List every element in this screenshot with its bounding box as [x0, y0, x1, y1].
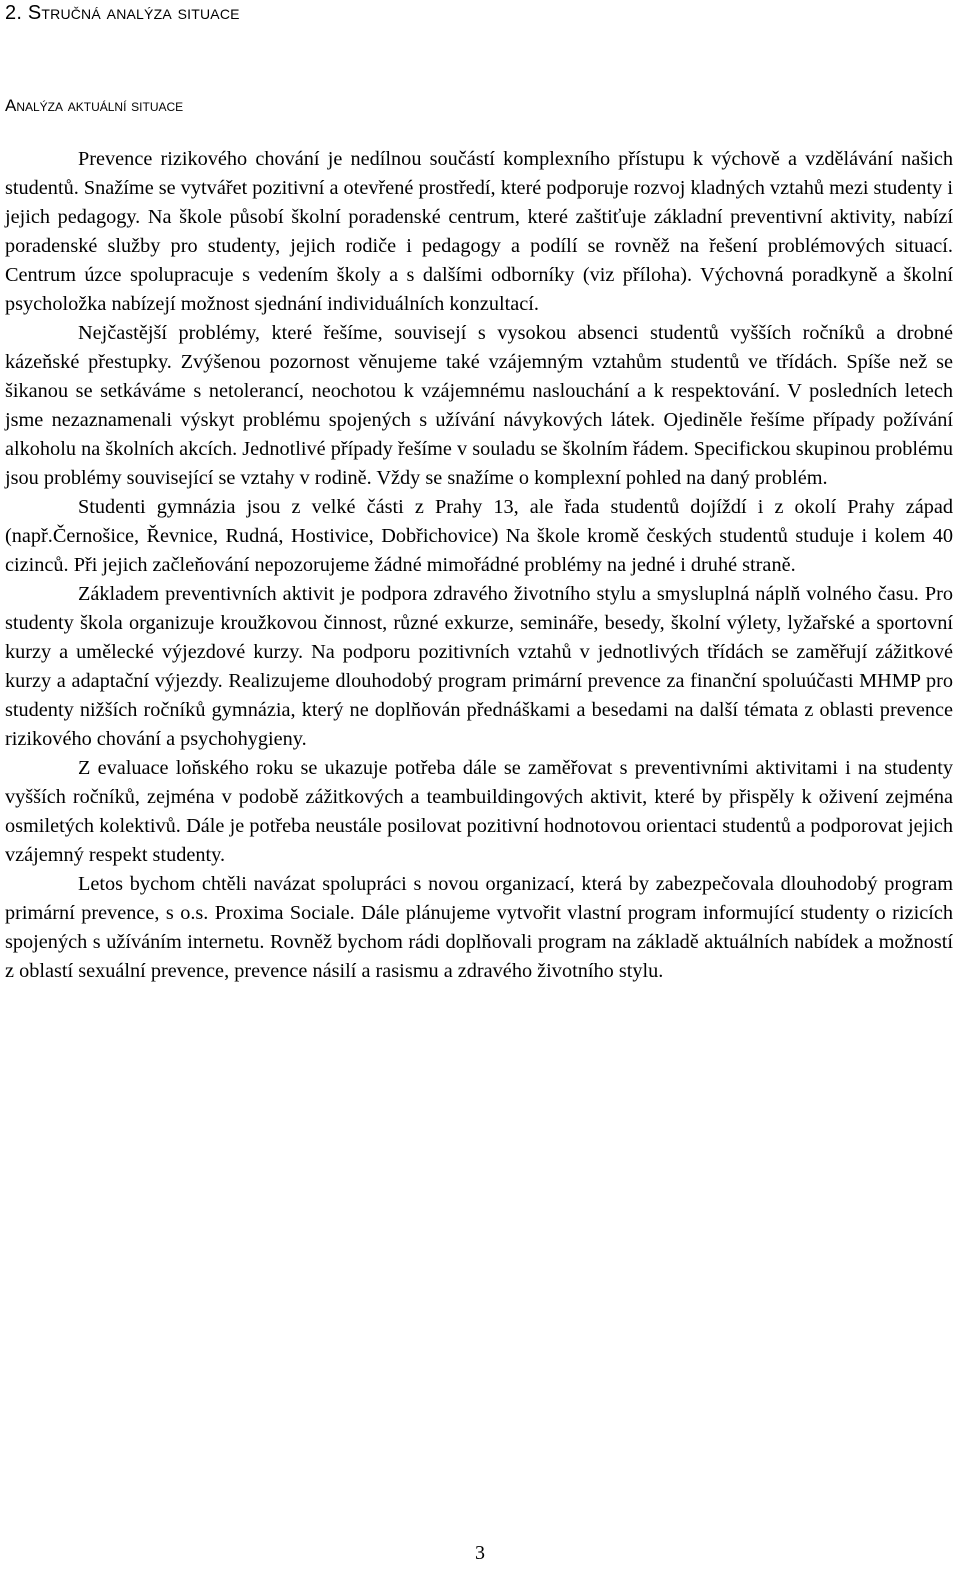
- section-heading: 2. Stručná analýza situace: [5, 2, 240, 24]
- subsection-heading: Analýza aktuální situace: [5, 96, 184, 115]
- paragraph-activities: Základem preventivních aktivit je podpora zdravého životního stylu a smysluplná náplň volného času. Pro studenty škola organizuje kroužkovou činnost, různé exkurze, semináře, besedy, školní výlety, lyžařské a sportovní kurzy a umělecké výjezdové kurzy. Na podporu pozitivních vztahů v jednotlivých třídách se zaměřují zážitkové kurzy a adaptační výjezdy. Realizujeme dlouhodobý program primární prevence za finanční spoluúčasti MHMP pro studenty nižších ročníků gymnázia, který ne doplňován přednáškami a besedami na další témata z oblasti prevence rizikového chování a psychohygieny.: [5, 583, 953, 750]
- body-text: [5, 145, 953, 986]
- paragraph-intro: Prevence rizikového chování je nedílnou součástí komplexního přístupu k výchově a vzdělávání našich studentů. Snažíme se vytvářet pozitivní a otevřené prostředí, které podporuje rozvoj kladných vztahů mezi studenty i jejich pedagogy. Na škole působí školní poradenské centrum, které zaštiťuje základní preventivní aktivity, nabízí poradenské služby pro studenty, jejich rodiče i pedagogy a podílí se rovněž na řešení problémových situací. Centrum úzce spolupracuje s vedením školy a s dalšími odborníky (viz příloha). Výchovná poradkyně a školní psycholožka nabízejí možnost sjednání individuálních konzultací.: [5, 148, 953, 315]
- paragraph-problems: Nejčastější problémy, které řešíme, souvisejí s vysokou absenci studentů vyšších ročníků a drobné kázeňské přestupky. Zvýšenou pozornost věnujeme také vzájemným vztahům studentů ve třídách. Spíše než se šikanou se setkáváme s netolerancí, neochotou k vzájemnému naslouchání a k respektování. V posledních letech jsme nezaznamenali výskyt problému spojených s užívání návykových látek. Ojediněle řešíme případy požívání alkoholu na školních akcích. Jednotlivé případy řešíme v souladu se školním řádem. Specifickou skupinou problému jsou problémy související se vztahy v rodině. Vždy se snažíme o komplexní pohled na daný problém.: [5, 322, 953, 489]
- page-number: 3: [475, 1542, 485, 1564]
- paragraph-students: Studenti gymnázia jsou z velké části z Prahy 13, ale řada studentů dojíždí i z okolí Prahy západ (např.Černošice, Řevnice, Rudná, Hostivice, Dobřichovice) Na škole kromě českých studentů studuje i kolem 40 cizinců. Při jejich začleňování nepozorujeme žádné mimořádné problémy na jedné i druhé straně.: [5, 496, 953, 576]
- paragraph-evaluation: Z evaluace loňského roku se ukazuje potřeba dále se zaměřovat s preventivními aktivitami i na studenty vyšších ročníků, zejména v podobě zážitkových a teambuildingových aktivit, které by přispěly k oživení zejména osmiletých kolektivů. Dále je potřeba neustále posilovat pozitivní hodnotovou orientaci studentů a podporovat jejich vzájemný respekt studenty.: [5, 757, 953, 866]
- paragraph-plans: Letos bychom chtěli navázat spolupráci s novou organizací, která by zabezpečovala dlouhodobý program primární prevence, s o.s. Proxima Sociale. Dále plánujeme vytvořit vlastní program informující studenty o rizicích spojených s užíváním internetu. Rovněž bychom rádi doplňovali program na základě aktuálních nabídek a možností z oblastí sexuální prevence, prevence násilí a rasismu a zdravého životního stylu.: [5, 873, 953, 982]
